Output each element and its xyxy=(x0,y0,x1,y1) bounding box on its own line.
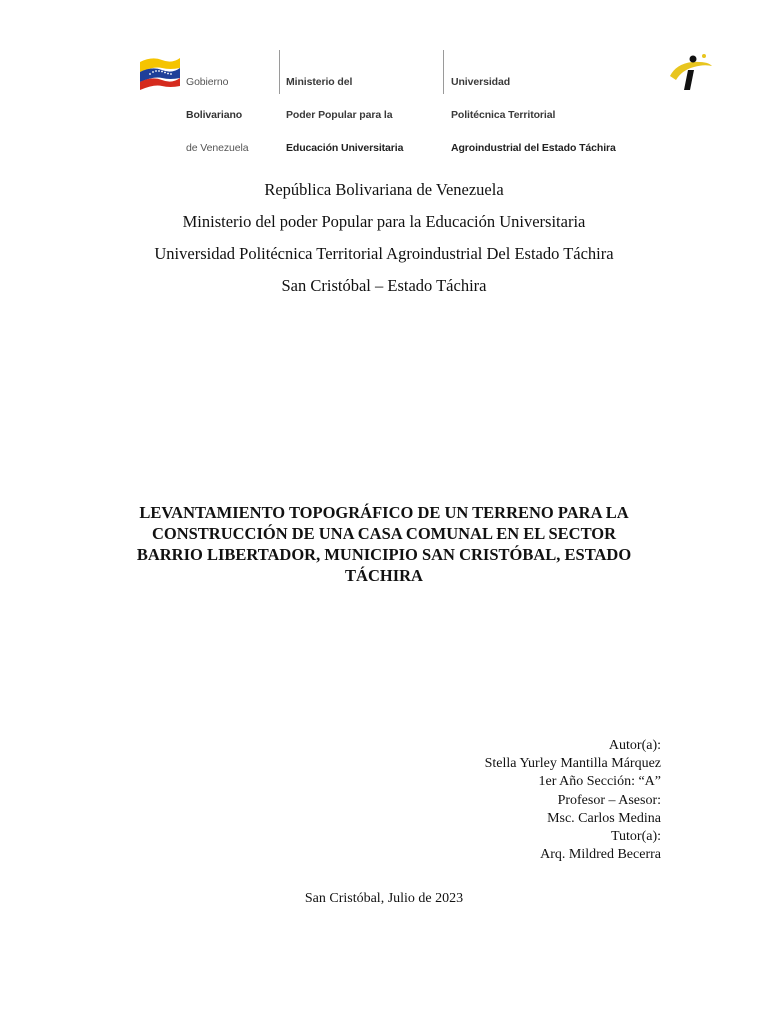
header-university: Universidad Politécnica Territorial Agroindustrial Del Estado Táchira xyxy=(154,244,614,263)
authorship-block xyxy=(485,737,661,864)
universidad-logo-text: Universidad Politécnica Territorial Agroindustrial del Estado Táchira xyxy=(451,76,616,154)
header-ministry: Ministerio del poder Popular para la Educación Universitaria xyxy=(182,212,586,231)
author-name: Stella Yurley Mantilla Márquez xyxy=(484,756,661,772)
venezuela-flag-icon xyxy=(138,54,182,90)
university-logo-icon xyxy=(666,50,716,94)
gobierno-logo-text: Gobierno Bolivariano de Venezuela xyxy=(186,76,249,154)
advisor-name: Msc. Carlos Medina xyxy=(547,810,661,826)
tutor-label: Tutor(a): xyxy=(610,829,661,845)
institutional-banner xyxy=(106,44,733,154)
place-and-date: San Cristóbal, Julio de 2023 xyxy=(304,891,464,906)
tutor-name: Arq. Mildred Becerra xyxy=(540,847,661,863)
document-title: LEVANTAMIENTO TOPOGRÁFICO DE UN TERRENO PARA LA CONSTRUCCIÓN DE UNA CASA COMUNAL EN EL SECTOR BARRIO LIBERTADOR, MUNICIPIO SAN CRISTÓBAL, ESTADO TÁCHIRA xyxy=(136,503,632,585)
author-label: Autor(a): xyxy=(608,738,661,753)
ministerio-logo-text: Ministerio del Poder Popular para la Educación Universitaria xyxy=(286,76,404,154)
banner-divider xyxy=(279,50,280,94)
advisor-label: Profesor – Asesor: xyxy=(557,792,661,808)
section-info: 1er Año Sección: “A” xyxy=(538,774,661,790)
header-location: San Cristóbal – Estado Táchira xyxy=(281,276,487,295)
banner-divider xyxy=(443,50,444,94)
header-country: República Bolivariana de Venezuela xyxy=(264,180,504,199)
